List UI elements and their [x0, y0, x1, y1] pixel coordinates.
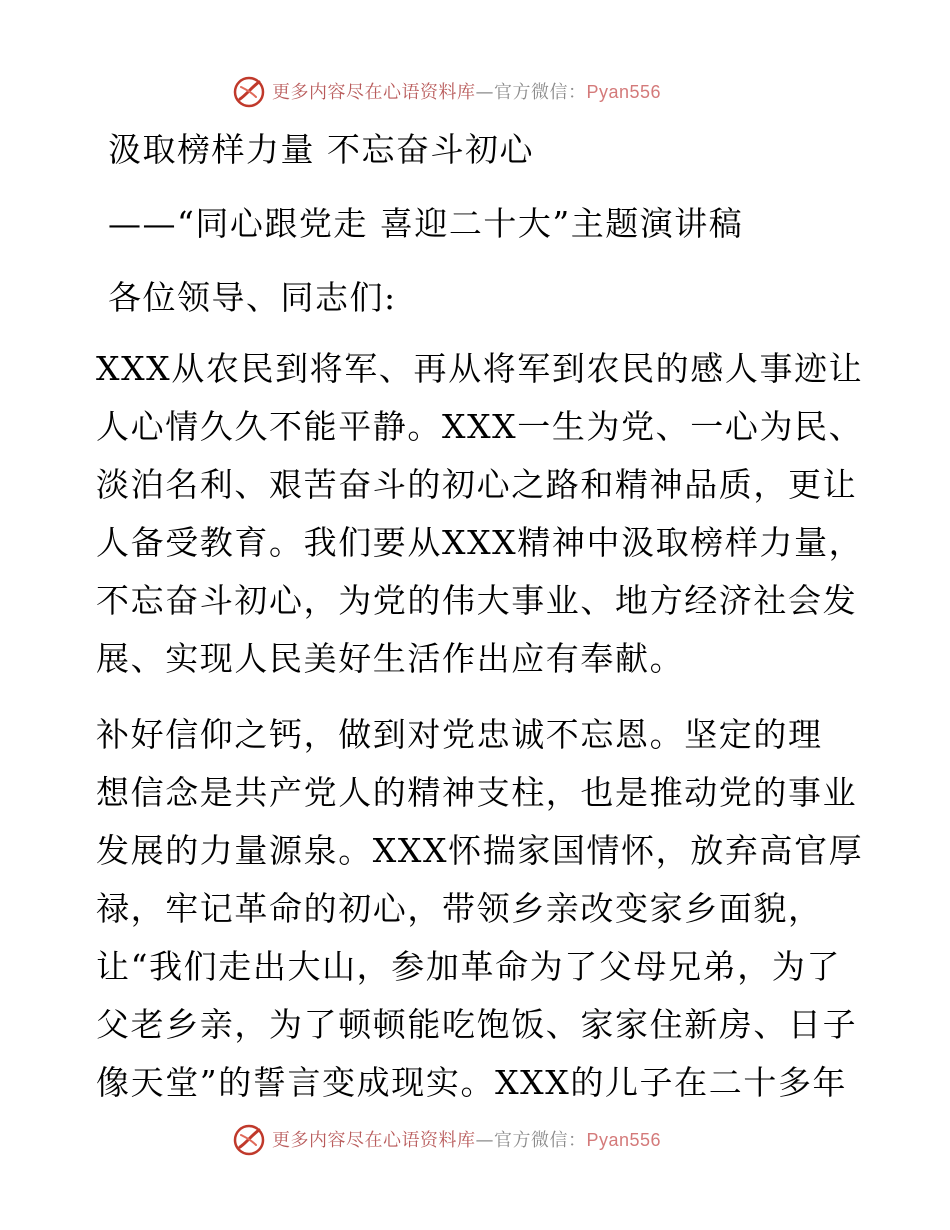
document-title: 汲取榜样力量 不忘奋斗初心: [108, 130, 534, 169]
banner-text: 更多内容尽在心语资料库—官方微信：Pyan556: [272, 1130, 662, 1151]
text-line: 淡泊名利、艰苦奋斗的初心之路和精神品质，更让: [96, 465, 858, 504]
text-line: 让“我们走出大山，参加革命为了父母兄弟，为了: [96, 947, 842, 986]
banner-text: 更多内容尽在心语资料库—官方微信：Pyan556: [272, 82, 662, 103]
text-line: 想信念是共产党人的精神支柱，也是推动党的事业: [96, 773, 858, 812]
text-line: XXX从农民到将军、再从将军到农民的感人事迹让: [96, 349, 864, 388]
text-line: 父老乡亲，为了顿顿能吃饱饭、家家住新房、日子: [96, 1005, 858, 1044]
brush-logo-icon: [232, 75, 266, 109]
text-line: 补好信仰之钙，做到对党忠诚不忘恩。坚定的理: [96, 715, 823, 754]
text-line: 不忘奋斗初心，为党的伟大事业、地方经济社会发: [96, 581, 858, 620]
text-line: 人备受教育。我们要从XXX精神中汲取榜样力量，: [96, 523, 864, 562]
text-line: 人心情久久不能平静。XXX一生为党、一心为民、: [96, 407, 864, 446]
text-line: 禄，牢记革命的初心，带领乡亲改变家乡面貌，: [96, 889, 823, 928]
greeting: 各位领导、同志们:: [108, 278, 397, 317]
header-banner: [0, 72, 950, 112]
brush-logo-icon: [232, 1123, 266, 1157]
footer-banner: [0, 1120, 950, 1160]
paragraph-1: [96, 340, 864, 688]
paragraph-2: [96, 706, 864, 1112]
text-line: 展、实现人民美好生活作出应有奉献。: [96, 639, 685, 678]
text-line: 像天堂”的誓言变成现实。XXX的儿子在二十多年: [96, 1063, 848, 1102]
text-line: 发展的力量源泉。XXX怀揣家国情怀，放弃高官厚: [96, 831, 864, 870]
document-subtitle: ——“同心跟党走 喜迎二十大”主题演讲稿: [108, 204, 744, 243]
